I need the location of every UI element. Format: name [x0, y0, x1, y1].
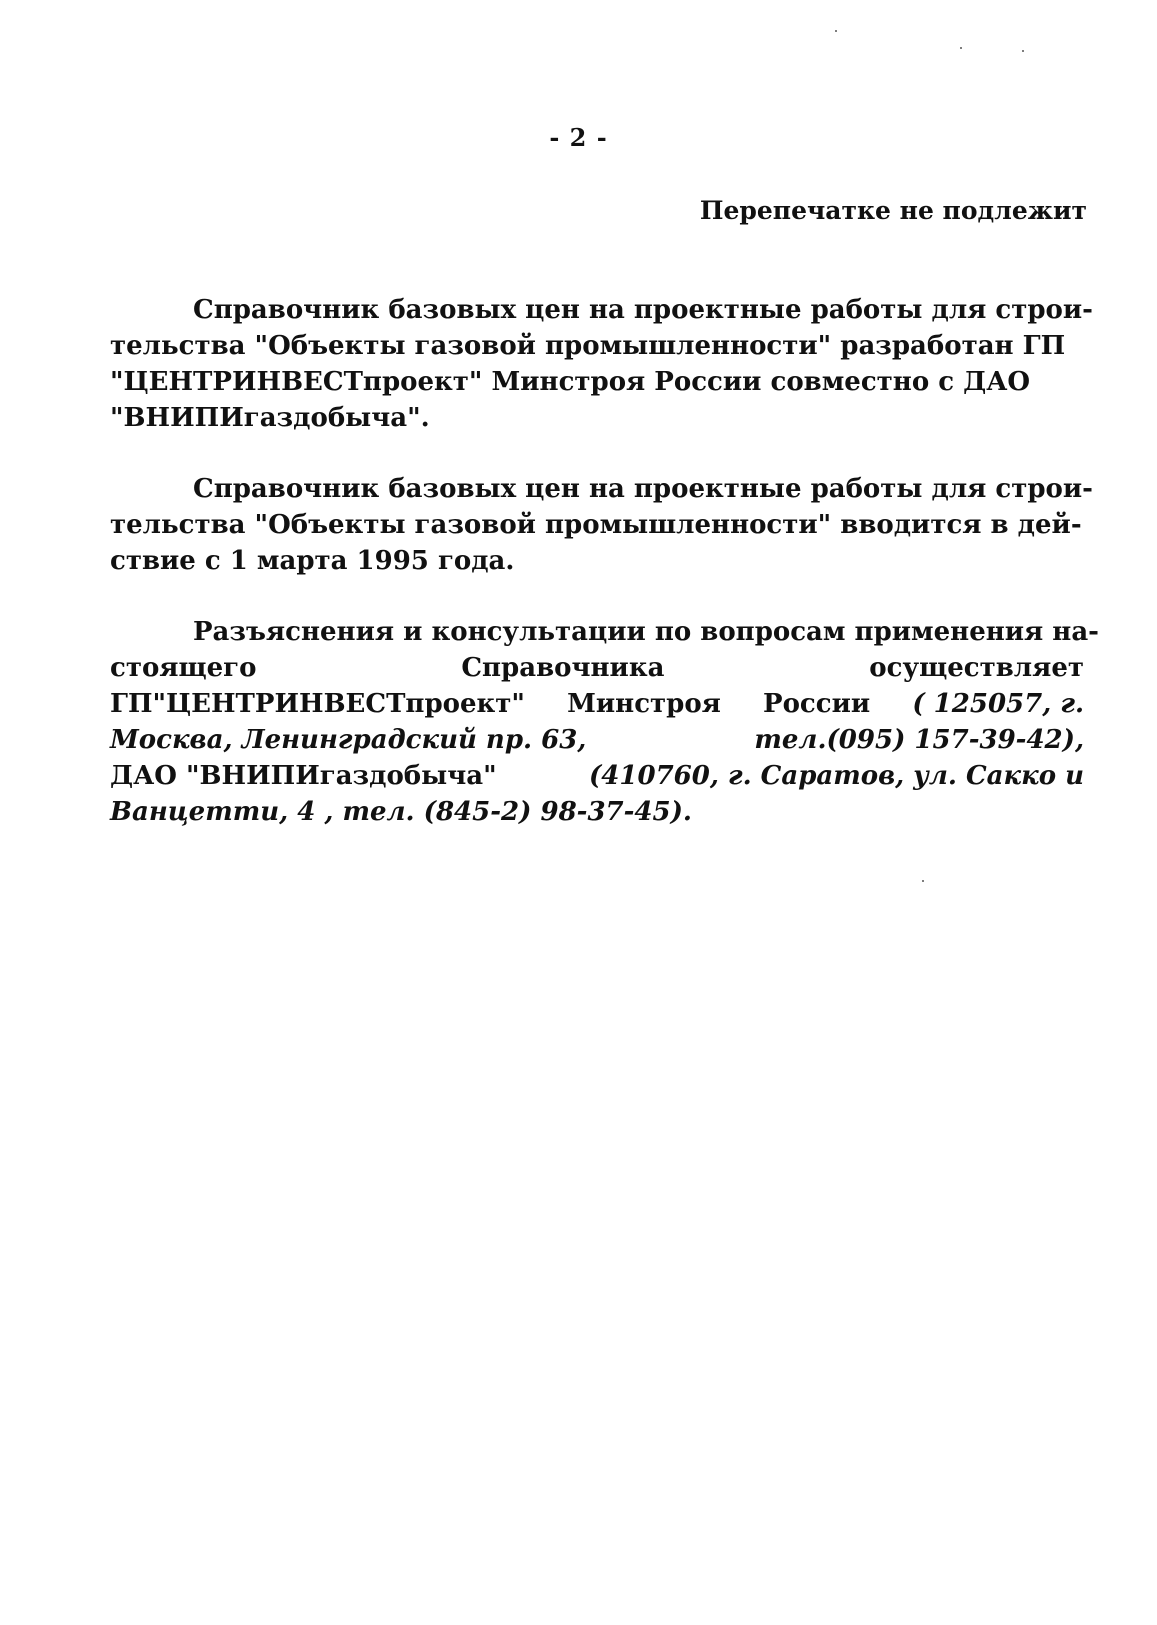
text-segment: Минстроя — [567, 689, 721, 719]
scan-speck — [835, 30, 837, 32]
scan-speck — [960, 47, 962, 49]
paragraph-3-line-5 — [110, 763, 1084, 789]
reprint-notice: Перепечатке не подлежит — [699, 196, 1087, 225]
text-line: Справочник базовых цен на проектные работы для строи- — [193, 474, 1093, 504]
address-segment: ( 125057, г. — [912, 689, 1084, 719]
paragraph-3-line-3 — [110, 691, 1084, 717]
scan-speck — [922, 880, 924, 882]
text-segment: России — [763, 689, 871, 719]
text-line: ствие с 1 марта 1995 года. — [110, 546, 515, 576]
text-segment: Справочника — [461, 653, 665, 683]
paragraph-2-line-3 — [110, 548, 514, 574]
paragraph-2-line-2 — [110, 512, 1082, 538]
address-segment: Ванцетти, 4 , тел. (845-2) 98-37-45). — [110, 797, 692, 827]
text-line: Справочник базовых цен на проектные работы для строи- — [193, 295, 1093, 325]
address-segment: (410760, г. Саратов, ул. Сакко и — [589, 761, 1084, 791]
text-line: "ЦЕНТРИНВЕСТпроект" Минстроя России совместно с ДАО — [110, 367, 1031, 397]
phone-segment: тел.(095) 157-39-42), — [754, 725, 1084, 755]
text-line: Разъяснения и консультации по вопросам применения на- — [193, 617, 1099, 647]
text-line: "ВНИПИгаздобыча". — [110, 403, 430, 433]
text-segment: ДАО "ВНИПИгаздобыча" — [110, 761, 497, 791]
paragraph-3-line-1 — [193, 619, 1099, 645]
text-segment: осуществляет — [869, 653, 1084, 683]
paragraph-1-line-1 — [193, 295, 1093, 325]
paragraph-1-line-3 — [110, 369, 1084, 395]
text-line: тельства "Объекты газовой промышленности" вводится в дей- — [110, 510, 1082, 540]
paragraph-1-line-2 — [110, 333, 1084, 359]
text-segment: ГП"ЦЕНТРИНВЕСТпроект" — [110, 689, 525, 719]
text-line: тельства "Объекты газовой промышленности" разработан ГП — [110, 331, 1066, 361]
address-segment: Москва, Ленинградский пр. 63, — [110, 725, 587, 755]
page-number: - 2 - — [549, 123, 608, 152]
paragraph-3-line-2 — [110, 655, 1084, 681]
text-segment: стоящего — [110, 653, 257, 683]
paragraph-2-line-1 — [193, 476, 1093, 502]
paragraph-3-line-4 — [110, 727, 1084, 753]
paragraph-3-line-6 — [110, 799, 692, 825]
scan-speck — [1022, 50, 1024, 52]
paragraph-1-line-4 — [110, 405, 430, 431]
